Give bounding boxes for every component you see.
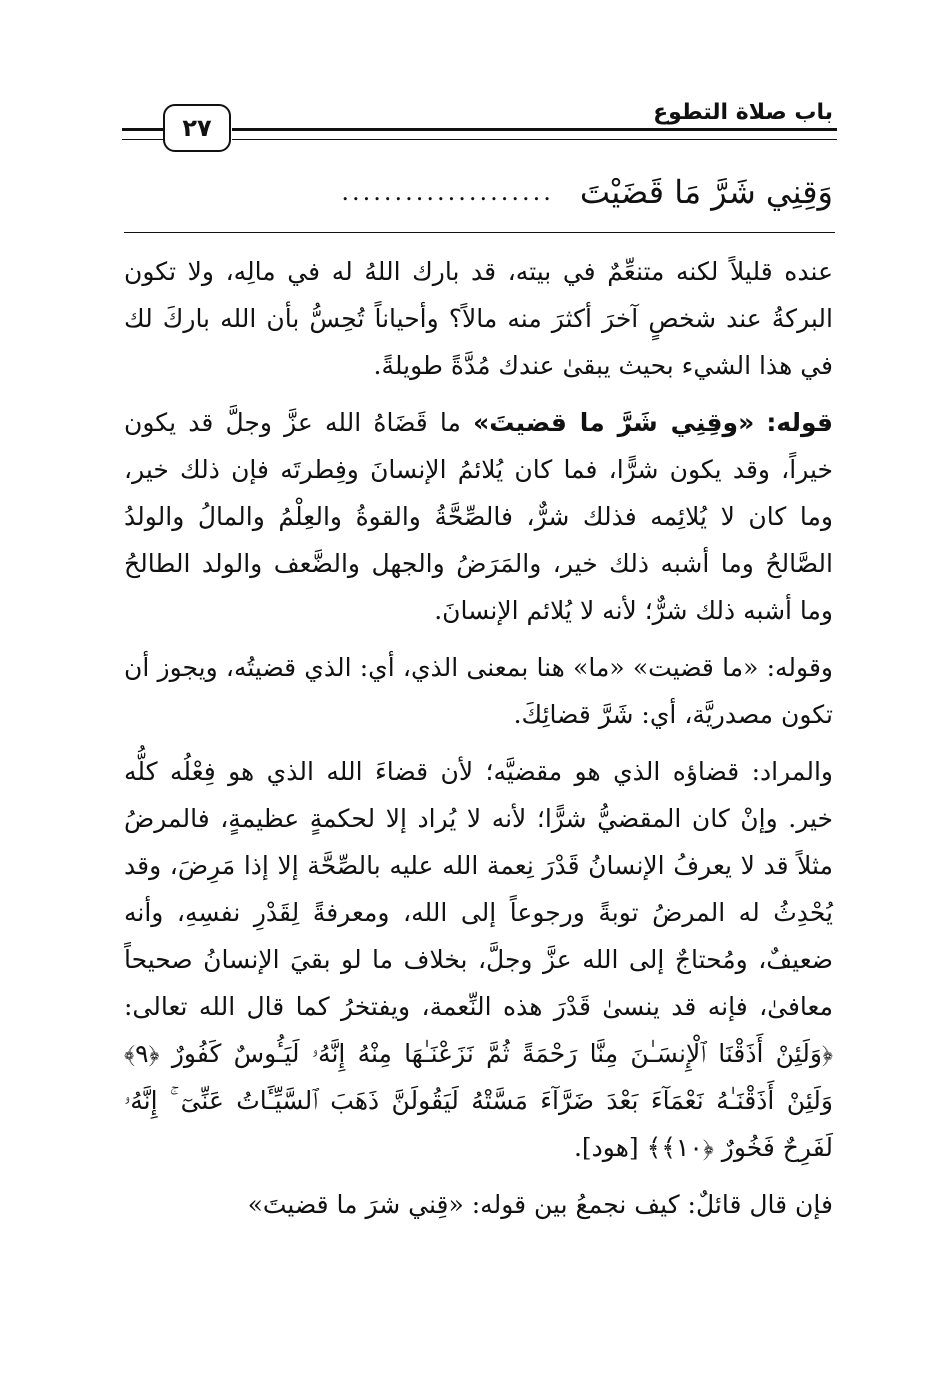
paragraph-text: والمراد: قضاؤه الذي هو مقضيَّه؛ لأن قضاءَ الله الذي هو فِعْلُه كلُّه خير. وإنْ كان المقضيُّ شرًّا؛ لأنه لا يُراد إلا لحكمةٍ عظيمةٍ، فالمرضُ مثلاً قد لا يعرفُ الإنسانُ قَدْرَ نِعمة الله عليه بالصِّحَّة إلا إذا مَرِضَ، وقد يُحْدِثُ له المرضُ توبةً ورجوعاً إلى الله، ومعرفةً لِقَدْرِ نفسِهِ، وأنه ضعيفٌ، ومُحتاجٌ إلى الله عزَّ وجلَّ، بخلاف ما لو بقيَ الإنسانُ صحيحاً معافىٰ، فإنه قد ينسىٰ قَدْرَ هذه النِّعمة، ويفتخرُ كما قال الله تعالى: [124,757,833,1021]
heading-divider [124,232,835,233]
dotted-leader: .................... [341,178,554,206]
header-rule [232,128,837,140]
paragraph-grammar: وقوله: «ما قضيت» «ما» هنا بمعنى الذي، أي: الذي قضيتُه، ويجوز أن تكون مصدريَّة، أي: شَرَّ قضائِكَ. [124,653,833,729]
paragraph-question: فإن قال قائلٌ: كيف نجمعُ بين قوله: «قِني شرَ ما قضيتَ» [247,1190,833,1219]
commentary-body [124,248,833,1238]
hadith-phrase-heading [124,164,833,220]
quran-verse: ﴿وَلَئِنْ أَذَقْنَا ٱلْإِنسَـٰنَ مِنَّا رَحْمَةً ثُمَّ نَزَعْنَـٰهَا مِنْهُ إِنَّهُۥ لَيَـُٔوسٌ كَفُورٌ ﴿٩﴾ وَلَئِنْ أَذَقْنَـٰهُ نَعْمَآءَ بَعْدَ ضَرَّآءَ مَسَّتْهُ لَيَقُولَنَّ ذَهَبَ ٱلسَّيِّـَٔاتُ عَنِّىٓ ۚ إِنَّهُۥ لَفَرِحٌ فَخُورٌ ﴿١٠﴾﴾ [124,1039,833,1162]
paragraph-meaning [124,748,833,1171]
paragraph-continuation: عنده قليلاً لكنه متنعِّمٌ في بيته، قد بارك اللهُ له في مالِه، ولا تكون البركةُ عند شخصٍ آخرَ أكثرَ منه مالاً؟ وأحياناً تُحِسُّ بأن الله باركَ لك في هذا الشيء بحيث يبقىٰ عندك مُدَّةً طويلةً. [124,257,833,380]
page-number: ٢٧ [163,104,231,152]
paragraph-explanation [124,399,833,634]
lead-word: قوله: [766,408,833,437]
chapter-title: باب صلاة التطوع [653,100,833,125]
quoted-phrase: «وقِنِي شَرَّ ما قضيتَ» [473,408,755,437]
header-rule-left [122,128,164,140]
hadith-phrase: وَقِنِي شَرَّ مَا قَضَيْتَ [579,173,833,211]
paragraph-text: ما قَضَاهُ الله عزَّ وجلَّ قد يكون خيراً، وقد يكون شرًّا، فما كان يُلائمُ الإنسانَ وفِطرتَه فإن ذلك خير، وما كان لا يُلائِمه فذلك شرٌّ، فالصِّحَّةُ والقوةُ والعِلْمُ والمالُ والولدُ الصَّالحُ وما أشبه ذلك خير، والمَرَضُ والجهل والضَّعف والولد الطالحُ وما أشبه ذلك شرٌّ؛ لأنه لا يُلائم الإنسانَ. [124,408,833,625]
surah-reference: [هود]. [573,1133,639,1162]
